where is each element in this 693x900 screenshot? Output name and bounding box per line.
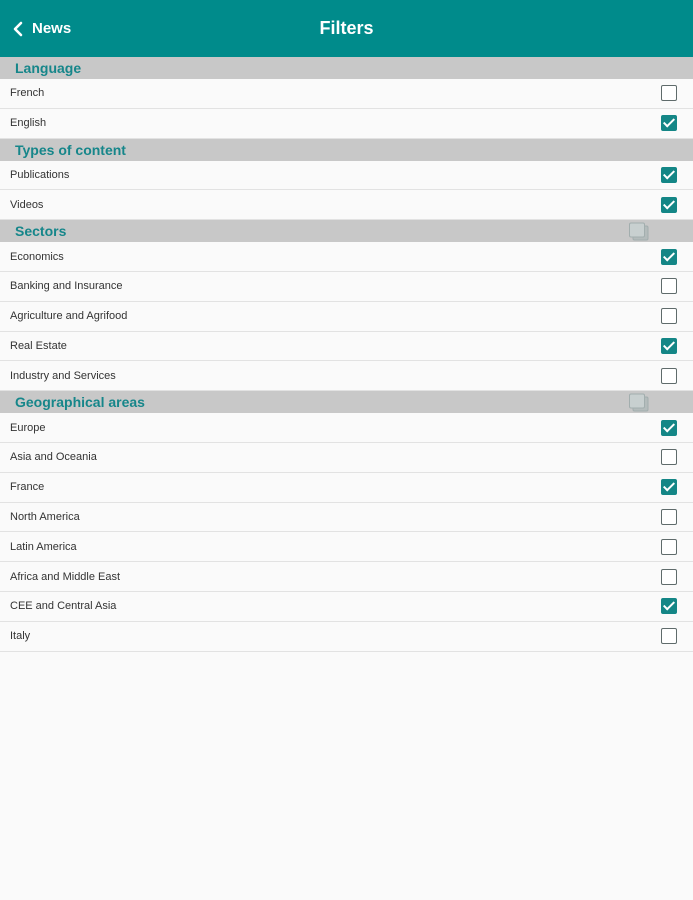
filter-label: Economics xyxy=(10,250,64,263)
checkbox-checked[interactable] xyxy=(661,479,677,495)
checkbox-unchecked[interactable] xyxy=(661,449,677,465)
back-label: News xyxy=(32,20,72,37)
back-button[interactable] xyxy=(12,0,71,57)
filter-row-agriculture-and-agrifood[interactable] xyxy=(0,302,693,332)
filter-label: Real Estate xyxy=(10,339,67,352)
chevron-left-icon xyxy=(12,21,24,37)
filter-label: Banking and Insurance xyxy=(10,280,123,293)
checkbox-unchecked[interactable] xyxy=(661,628,677,644)
filter-row-north-america[interactable] xyxy=(0,503,693,533)
filter-label: Industry and Services xyxy=(10,369,116,382)
filter-label: Europe xyxy=(10,421,46,434)
filter-row-real-estate[interactable] xyxy=(0,332,693,362)
filter-row-french[interactable] xyxy=(0,79,693,109)
filter-row-latin-america[interactable] xyxy=(0,532,693,562)
section-title: Types of content xyxy=(15,141,126,158)
filter-label: France xyxy=(10,481,45,494)
checkbox-unchecked[interactable] xyxy=(661,85,677,101)
checkbox-checked[interactable] xyxy=(661,197,677,213)
filter-row-europe[interactable] xyxy=(0,413,693,443)
section-header-language xyxy=(0,57,693,79)
checkbox-checked[interactable] xyxy=(661,598,677,614)
section-header-sectors xyxy=(0,220,693,242)
filter-row-france[interactable] xyxy=(0,473,693,503)
select-all-icon[interactable] xyxy=(628,222,650,241)
checkbox-checked[interactable] xyxy=(661,115,677,131)
filter-row-videos[interactable] xyxy=(0,190,693,220)
checkbox-checked[interactable] xyxy=(661,338,677,354)
filter-label: Africa and Middle East xyxy=(10,570,121,583)
filter-label: Italy xyxy=(10,630,31,643)
filter-row-africa-and-middle-east[interactable] xyxy=(0,562,693,592)
filter-label: French xyxy=(10,87,45,100)
section-title: Language xyxy=(15,60,82,76)
page-title: Filters xyxy=(319,18,374,38)
checkbox-checked[interactable] xyxy=(661,420,677,436)
section-header-geographical-areas xyxy=(0,391,693,413)
filter-row-english[interactable] xyxy=(0,109,693,139)
checkbox-unchecked[interactable] xyxy=(661,278,677,294)
filter-row-industry-and-services[interactable] xyxy=(0,361,693,391)
checkbox-unchecked[interactable] xyxy=(661,539,677,555)
select-all-icon[interactable] xyxy=(628,393,650,412)
filter-label: CEE and Central Asia xyxy=(10,600,117,613)
checkbox-checked[interactable] xyxy=(661,167,677,183)
section-header-types-of-content xyxy=(0,139,693,161)
checkbox-unchecked[interactable] xyxy=(661,368,677,384)
filter-label: North America xyxy=(10,510,80,523)
filter-row-publications[interactable] xyxy=(0,161,693,191)
filter-row-economics[interactable] xyxy=(0,242,693,272)
filter-label: Latin America xyxy=(10,540,77,553)
filter-label: Publications xyxy=(10,168,70,181)
filter-label: Asia and Oceania xyxy=(10,451,97,464)
filter-row-italy[interactable] xyxy=(0,622,693,652)
filter-label: Agriculture and Agrifood xyxy=(10,310,128,323)
checkbox-unchecked[interactable] xyxy=(661,509,677,525)
filter-label: English xyxy=(10,117,47,130)
top-app-bar xyxy=(0,0,693,57)
filter-list xyxy=(0,57,693,652)
section-title: Sectors xyxy=(15,223,67,240)
checkbox-unchecked[interactable] xyxy=(661,308,677,324)
filter-label: Videos xyxy=(10,198,44,211)
checkbox-checked[interactable] xyxy=(661,249,677,265)
filter-row-asia-and-oceania[interactable] xyxy=(0,443,693,473)
filter-row-banking-and-insurance[interactable] xyxy=(0,272,693,302)
filter-row-cee-and-central-asia[interactable] xyxy=(0,592,693,622)
section-title: Geographical areas xyxy=(15,394,145,411)
checkbox-unchecked[interactable] xyxy=(661,569,677,585)
